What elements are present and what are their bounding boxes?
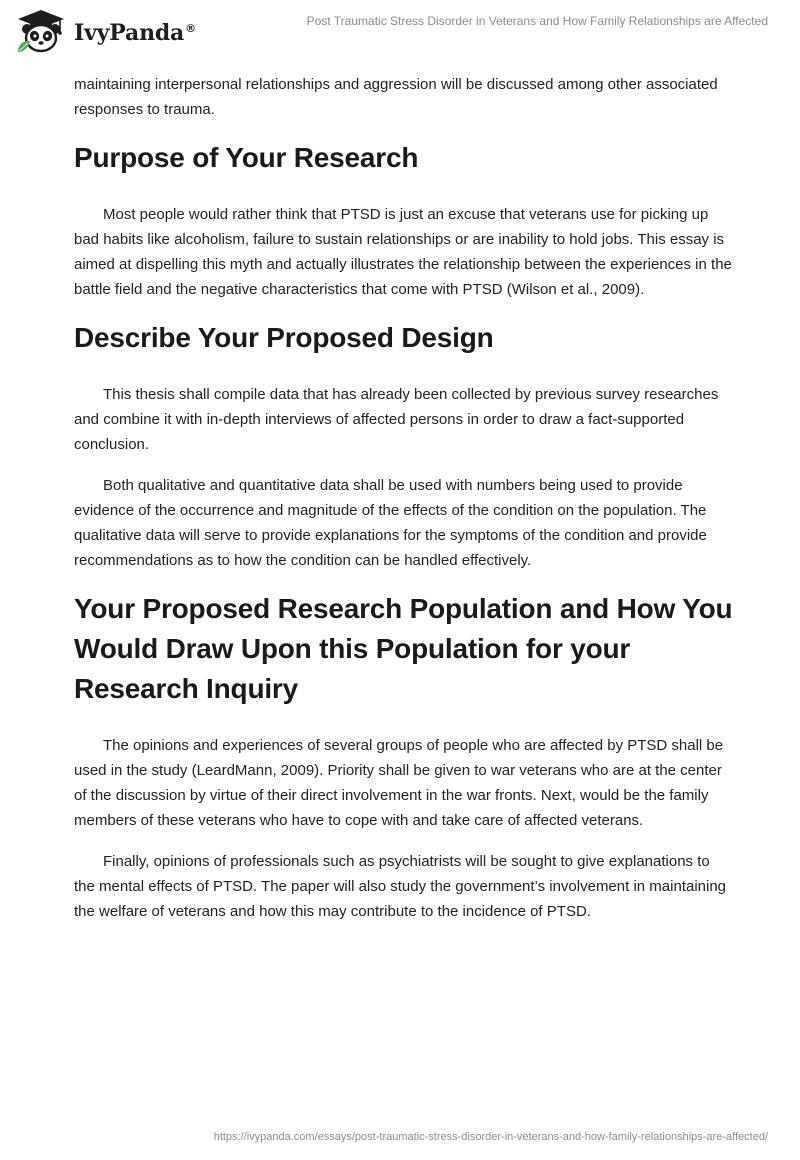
page-header xyxy=(0,0,800,62)
paragraph: Most people would rather think that PTSD is just an excuse that veterans use for picking up bad habits like alcoholism, failure to sustain relationships or are inability to hold jobs. This essay is aimed at dispelling this myth and actually illustrates the relationship between the experiences in the battle field and the negative characteristics that come with PTSD (Wilson et al., 2009). xyxy=(74,206,732,298)
registered-mark: ® xyxy=(185,21,196,35)
panda-graduation-cap-icon xyxy=(14,8,68,54)
ivypanda-logo[interactable] xyxy=(14,8,196,54)
source-url[interactable]: https://ivypanda.com/essays/post-traumatic-stress-disorder-in-veterans-and-how-family-relationships-are-affected/ xyxy=(213,1131,768,1143)
paragraph: This thesis shall compile data that has already been collected by previous survey researches and combine it with in-depth interviews of affected persons in order to draw a fact-supported conclusion. xyxy=(74,386,719,453)
paragraph: The opinions and experiences of several groups of people who are affected by PTSD shall be used in the study (LeardMann, 2009). Priority shall be given to war veterans who are at the center of the discussion by virtue of their direct involvement in the war fronts. Next, would be the family members of these veterans who have to cope with and take care of affected veterans. xyxy=(74,737,724,829)
section-heading-population: Your Proposed Research Population and How You Would Draw Upon this Population for your Research Inquiry xyxy=(74,593,733,704)
section-heading-design: Describe Your Proposed Design xyxy=(74,322,494,353)
paragraph: Both qualitative and quantitative data shall be used with numbers being used to provide evidence of the occurrence and magnitude of the effects of the condition on the population. The qualitative data will serve to provide explanations for the symptoms of the condition and provide recommendations as to how the condition can be handled effectively. xyxy=(74,477,707,569)
intro-paragraph: maintaining interpersonal relationships and aggression will be discussed among other associated responses to trauma. xyxy=(74,76,718,118)
logo-wordmark: IvyPanda® xyxy=(74,20,196,46)
essay-content xyxy=(74,72,734,940)
paragraph: Finally, opinions of professionals such as psychiatrists will be sought to give explanations to the mental effects of PTSD. The paper will also study the government’s involvement in maintaining the welfare of veterans and how this may contribute to the incidence of PTSD. xyxy=(74,853,727,920)
section-heading-purpose: Purpose of Your Research xyxy=(74,142,419,173)
document-title: Post Traumatic Stress Disorder in Veterans and How Family Relationships are Affected xyxy=(306,14,768,28)
